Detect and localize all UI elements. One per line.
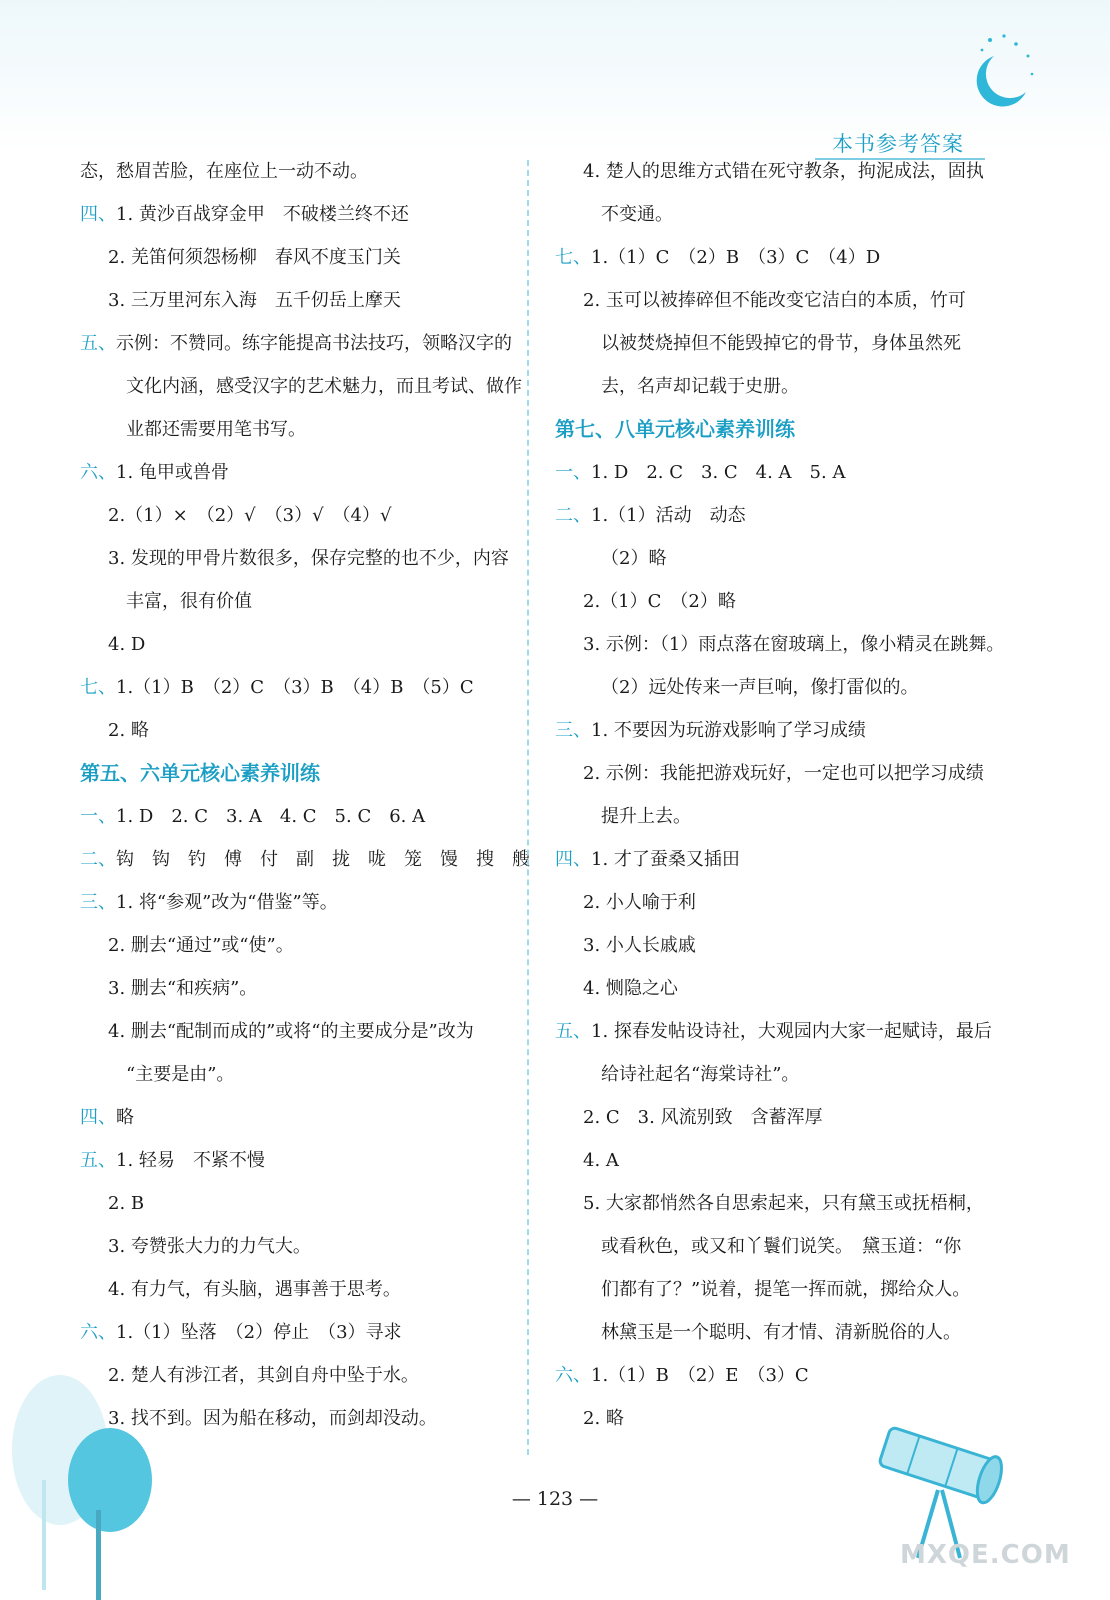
answer-line bbox=[80, 1010, 520, 1053]
column-divider bbox=[527, 160, 529, 1455]
answer-line bbox=[555, 623, 1005, 666]
answer-text: 3. 夸赞张大力的力气大。 bbox=[108, 1236, 311, 1257]
answer-text: 态，愁眉苦脸，在座位上一动不动。 bbox=[80, 161, 368, 182]
answer-line bbox=[555, 795, 995, 838]
question-number: 五、 bbox=[555, 1021, 591, 1042]
answer-text: 1. 黄沙百战穿金甲 不破楼兰终不还 bbox=[116, 204, 409, 225]
answer-line bbox=[555, 752, 995, 795]
answer-text: 以被焚烧掉但不能毁掉它的骨节，身体虽然死 bbox=[601, 333, 961, 354]
answer-line bbox=[80, 494, 520, 537]
answer-text: 2. 示例：我能把游戏玩好，一定也可以把学习成绩 bbox=[583, 763, 984, 784]
answer-line bbox=[80, 322, 520, 365]
answer-text: 4. 删去“配制而成的”或将“的主要成分是”改为 bbox=[108, 1021, 474, 1042]
answer-text: 1.（1）B （2）E （3）C bbox=[591, 1365, 809, 1386]
answer-line bbox=[555, 1354, 995, 1397]
answer-text: 1.（1）C （2）B （3）C （4）D bbox=[591, 247, 881, 268]
answer-text: 们都有了？”说着，提笔一挥而就，掷给众人。 bbox=[601, 1279, 971, 1300]
answer-text: （2）略 bbox=[601, 548, 667, 569]
answer-text: 4. A bbox=[583, 1150, 619, 1171]
answer-text: 1.（1）活动 动态 bbox=[591, 505, 746, 526]
answer-text: 1. D 2. C 3. C 4. A 5. A bbox=[591, 462, 846, 483]
answer-text: 2. 楚人有涉江者，其剑自舟中坠于水。 bbox=[108, 1365, 419, 1386]
answer-text: 业都还需要用笔书写。 bbox=[126, 419, 306, 440]
answer-text: 不变通。 bbox=[601, 204, 673, 225]
answer-line bbox=[80, 236, 520, 279]
answer-line bbox=[555, 150, 995, 193]
answer-text: 2. 玉可以被捧碎但不能改变它洁白的本质，竹可 bbox=[583, 290, 966, 311]
question-number: 四、 bbox=[555, 849, 591, 870]
answer-line bbox=[555, 1311, 995, 1354]
answer-line bbox=[80, 365, 520, 408]
answer-line bbox=[555, 537, 995, 580]
answer-line bbox=[80, 1268, 520, 1311]
answer-text: 4. D bbox=[108, 634, 146, 655]
answer-text: （2）远处传来一声巨响，像打雷似的。 bbox=[601, 677, 919, 698]
question-number: 六、 bbox=[555, 1365, 591, 1386]
answer-text: 3. 小人长戚戚 bbox=[583, 935, 696, 956]
answer-line bbox=[555, 924, 995, 967]
question-number: 七、 bbox=[80, 677, 116, 698]
answer-line bbox=[555, 967, 995, 1010]
answer-text: 3. 三万里河东入海 五千仞岳上摩天 bbox=[108, 290, 401, 311]
answer-text: 2. 羌笛何须怨杨柳 春风不度玉门关 bbox=[108, 247, 401, 268]
answer-line bbox=[80, 580, 520, 623]
page-header-title: 本书参考答案 bbox=[832, 132, 964, 156]
answer-line bbox=[80, 924, 520, 967]
answer-text: 1. 轻易 不紧不慢 bbox=[116, 1150, 265, 1171]
answer-text: 2. B bbox=[108, 1193, 145, 1214]
answer-line bbox=[80, 451, 520, 494]
answer-line bbox=[80, 193, 520, 236]
answer-line bbox=[80, 150, 520, 193]
answer-text: 4. 楚人的思维方式错在死守教条，拘泥成法，固执 bbox=[583, 161, 984, 182]
question-number: 四、 bbox=[80, 204, 116, 225]
left-column bbox=[80, 150, 530, 1440]
question-number: 二、 bbox=[80, 849, 116, 870]
answer-line bbox=[80, 795, 520, 838]
answer-line bbox=[555, 1182, 995, 1225]
answer-line bbox=[80, 1311, 520, 1354]
question-number: 六、 bbox=[80, 1322, 116, 1343]
answer-text: 1.（1）坠落 （2）停止 （3）寻求 bbox=[116, 1322, 402, 1343]
answer-line bbox=[555, 709, 995, 752]
answer-text: 1. D 2. C 3. A 4. C 5. C 6. A bbox=[116, 806, 426, 827]
answer-line bbox=[555, 236, 995, 279]
answer-text: 2.（1）C （2）略 bbox=[583, 591, 736, 612]
answer-line bbox=[80, 709, 520, 752]
answer-text: 3. 找不到。因为船在移动，而剑却没动。 bbox=[108, 1408, 437, 1429]
answer-text: 钩 钩 钓 傅 付 副 拢 咙 笼 馒 搜 艘 bbox=[116, 849, 530, 870]
answer-text: 2. C 3. 风流别致 含蓄浑厚 bbox=[583, 1107, 823, 1128]
answer-text: 4. 恻隐之心 bbox=[583, 978, 678, 999]
answer-line bbox=[555, 494, 995, 537]
answer-text: 给诗社起名“海棠诗社”。 bbox=[601, 1064, 800, 1085]
answer-line bbox=[555, 666, 995, 709]
answer-line bbox=[80, 1182, 520, 1225]
answer-text: 或看秋色，或又和丫鬟们说笑。 黛玉道：“你 bbox=[601, 1236, 962, 1257]
answer-line bbox=[555, 1139, 995, 1182]
question-number: 五、 bbox=[80, 333, 116, 354]
answer-line bbox=[555, 365, 995, 408]
answer-line bbox=[555, 580, 995, 623]
answer-line bbox=[80, 881, 520, 924]
right-column bbox=[555, 150, 1005, 1440]
answer-text: 4. 有力气，有头脑，遇事善于思考。 bbox=[108, 1279, 401, 1300]
question-number: 一、 bbox=[555, 462, 591, 483]
question-number: 三、 bbox=[555, 720, 591, 741]
answer-line bbox=[80, 1096, 520, 1139]
answer-line bbox=[80, 408, 520, 451]
answer-line bbox=[555, 1268, 995, 1311]
answer-line bbox=[555, 451, 995, 494]
answer-text: 丰富，很有价值 bbox=[126, 591, 252, 612]
answer-text: 略 bbox=[116, 1107, 134, 1128]
answer-line bbox=[80, 1225, 520, 1268]
answer-text: 2.（1）× （2）√ （3）√ （4）√ bbox=[108, 505, 392, 526]
answer-line bbox=[80, 1139, 520, 1182]
telescope-illustration bbox=[860, 1410, 1020, 1560]
answer-line bbox=[80, 838, 530, 881]
question-number: 六、 bbox=[80, 462, 116, 483]
answer-line bbox=[555, 838, 995, 881]
answer-text: 5. 大家都悄然各自思索起来，只有黛玉或抚梧桐， bbox=[583, 1193, 984, 1214]
answer-text: 2. 略 bbox=[583, 1408, 624, 1429]
answer-text: 1. 才了蚕桑又插田 bbox=[591, 849, 740, 870]
question-number: 七、 bbox=[555, 247, 591, 268]
answer-text: 3. 发现的甲骨片数很多，保存完整的也不少，内容 bbox=[108, 548, 509, 569]
answer-line bbox=[555, 1010, 995, 1053]
answer-line bbox=[555, 881, 995, 924]
answer-line bbox=[555, 193, 995, 236]
question-number: 一、 bbox=[80, 806, 116, 827]
section-heading: 第七、八单元核心素养训练 bbox=[555, 417, 795, 441]
answer-line bbox=[80, 537, 520, 580]
answer-text: 2. 小人喻于利 bbox=[583, 892, 696, 913]
answer-text: 1. 探春发帖设诗社，大观园内大家一起赋诗，最后 bbox=[591, 1021, 992, 1042]
answer-text: 2. 删去“通过”或“使”。 bbox=[108, 935, 294, 956]
answer-text: 3. 示例：（1）雨点落在窗玻璃上，像小精灵在跳舞。 bbox=[583, 634, 1005, 655]
answer-text: 林黛玉是一个聪明、有才情、清新脱俗的人。 bbox=[601, 1322, 961, 1343]
answer-text: “主要是由”。 bbox=[126, 1064, 235, 1085]
answer-text: 去，名声却记载于史册。 bbox=[601, 376, 799, 397]
answer-text: 2. 略 bbox=[108, 720, 149, 741]
tree-illustration bbox=[0, 1360, 170, 1600]
answer-text: 提升上去。 bbox=[601, 806, 691, 827]
answer-text: 文化内涵，感受汉字的艺术魅力，而且考试、做作 bbox=[126, 376, 522, 397]
answer-text: 1. 将“参观”改为“借鉴”等。 bbox=[116, 892, 338, 913]
answer-line bbox=[555, 279, 995, 322]
crescent-moon-icon bbox=[960, 30, 1040, 110]
question-number: 三、 bbox=[80, 892, 116, 913]
answer-line bbox=[80, 279, 520, 322]
question-number: 四、 bbox=[80, 1107, 116, 1128]
answer-text: 1.（1）B （2）C （3）B （4）B （5）C bbox=[116, 677, 474, 698]
answer-line bbox=[555, 322, 995, 365]
watermark-logo: MXQE.COM bbox=[900, 1540, 1071, 1570]
answer-line bbox=[555, 1053, 995, 1096]
question-number: 五、 bbox=[80, 1150, 116, 1171]
answer-line bbox=[555, 1096, 995, 1139]
question-number: 二、 bbox=[555, 505, 591, 526]
answer-line bbox=[80, 623, 520, 666]
answer-line bbox=[80, 967, 520, 1010]
page-number: — 123 — bbox=[511, 1488, 599, 1510]
answer-line bbox=[555, 1225, 995, 1268]
answer-text: 3. 删去“和疾病”。 bbox=[108, 978, 258, 999]
section-heading: 第五、六单元核心素养训练 bbox=[80, 761, 320, 785]
answer-line bbox=[80, 1053, 520, 1096]
answer-text: 1. 不要因为玩游戏影响了学习成绩 bbox=[591, 720, 866, 741]
answer-line bbox=[80, 666, 520, 709]
answer-text: 示例：不赞同。练字能提高书法技巧，领略汉字的 bbox=[116, 333, 512, 354]
answer-text: 1. 龟甲或兽骨 bbox=[116, 462, 229, 483]
